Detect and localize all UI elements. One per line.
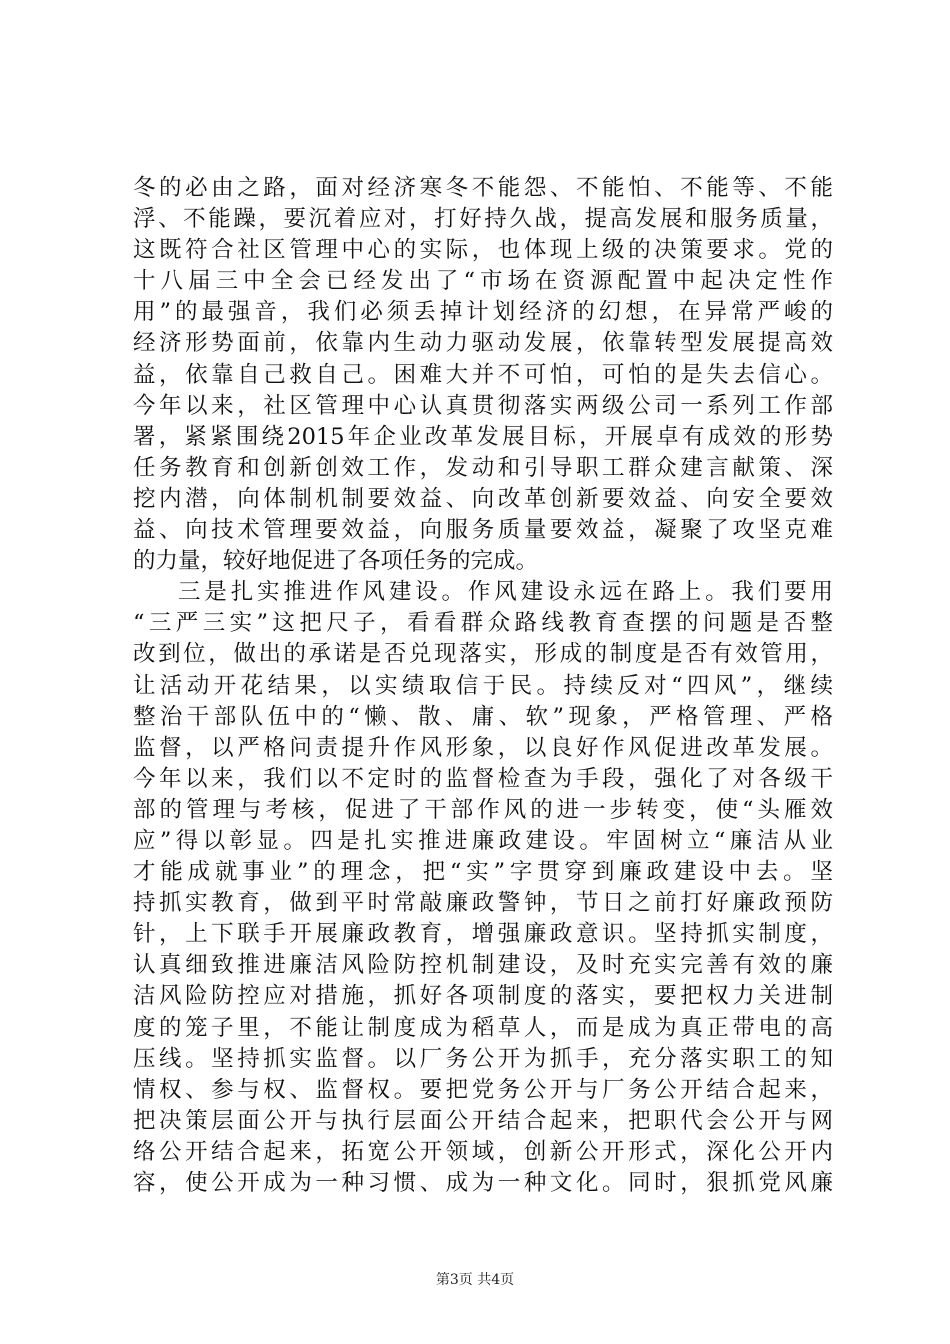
text-line: 冬的必由之路，面对经济寒冬不能怨、不能怕、不能等、不能 — [133, 175, 833, 201]
text-line: 认真细致推进廉洁风险防控机制建设，及时充实完善有效的廉 — [133, 952, 833, 979]
text-line: 这既符合社区管理中心的实际，也体现上级的决策要求。党的 — [133, 237, 833, 264]
text-line: 改到位，做出的承诺是否兑现落实，形成的制度是否有效管用， — [133, 641, 833, 668]
text-line: 部的管理与考核，促进了干部作风的进一步转变，使“头雁效 — [133, 796, 833, 823]
text-line: 让活动开花结果，以实绩取信于民。持续反对“四风”，继续 — [133, 672, 833, 699]
text-line: 挖内潜，向体制机制要效益、向改革创新要效益、向安全要效 — [133, 485, 833, 512]
text-line: 十八届三中全会已经发出了“市场在资源配置中起决定性作 — [133, 268, 833, 295]
text-line: “三严三实”这把尺子，看看群众路线教育查摆的问题是否整 — [133, 610, 833, 637]
text-line: 整治干部队伍中的“懒、散、庸、软”现象，严格管理、严格 — [133, 703, 833, 730]
text-line: 度的笼子里，不能让制度成为稻草人，而是成为真正带电的高 — [133, 1014, 833, 1041]
text-line: 监督，以严格问责提升作风形象，以良好作风促进改革发展。 — [133, 734, 833, 761]
text-line: 三是扎实推进作风建设。作风建设永远在路上。我们要用 — [178, 579, 833, 606]
text-line: 浮、不能躁，要沉着应对，打好持久战，提高发展和服务质量， — [133, 206, 833, 233]
text-line: 益，依靠自己救自己。困难大并不可怕，可怕的是失去信心。 — [133, 361, 833, 388]
text-line: 用”的最强音，我们必须丢掉计划经济的幻想，在异常严峻的 — [133, 299, 833, 326]
page-number-footer: 第3页 共4页 — [435, 1272, 515, 1288]
text-line: 络公开结合起来，拓宽公开领域，创新公开形式，深化公开内 — [133, 1138, 833, 1165]
text-line: 持抓实教育，做到平时常敲廉政警钟，节日之前打好廉政预防 — [133, 890, 833, 917]
text-line: 洁风险防控应对措施，抓好各项制度的落实，要把权力关进制 — [133, 983, 833, 1010]
text-line: 今年以来，我们以不定时的监督检查为手段，强化了对各级干 — [133, 765, 833, 792]
text-line: 益、向技术管理要效益，向服务质量要效益，凝聚了攻坚克难 — [133, 517, 833, 544]
text-line: 情权、参与权、监督权。要把党务公开与厂务公开结合起来， — [133, 1076, 833, 1103]
text-line: 经济形势面前，依靠内生动力驱动发展，依靠转型发展提高效 — [133, 330, 833, 357]
text-line: 署，紧紧围绕2015年企业改革发展目标，开展卓有成效的形势 — [133, 423, 833, 450]
text-line: 今年以来，社区管理中心认真贯彻落实两级公司一系列工作部 — [133, 392, 833, 419]
text-line: 任务教育和创新创效工作，发动和引导职工群众建言献策、深 — [133, 454, 833, 481]
text-line: 把决策层面公开与执行层面公开结合起来，把职代会公开与网 — [133, 1107, 833, 1134]
text-line: 针，上下联手开展廉政教育，增强廉政意识。坚持抓实制度， — [133, 921, 833, 948]
text-line: 应”得以彰显。四是扎实推进廉政建设。牢固树立“廉洁从业 — [133, 827, 833, 854]
text-line: 才能成就事业”的理念，把“实”字贯穿到廉政建设中去。坚 — [133, 859, 833, 886]
text-line: 压线。坚持抓实监督。以厂务公开为抓手，充分落实职工的知 — [133, 1045, 833, 1072]
body-text — [133, 173, 833, 1199]
text-line: 的力量，较好地促进了各项任务的完成。 — [133, 548, 539, 575]
text-line: 容，使公开成为一种习惯、成为一种文化。同时，狠抓党风廉 — [133, 1170, 833, 1196]
